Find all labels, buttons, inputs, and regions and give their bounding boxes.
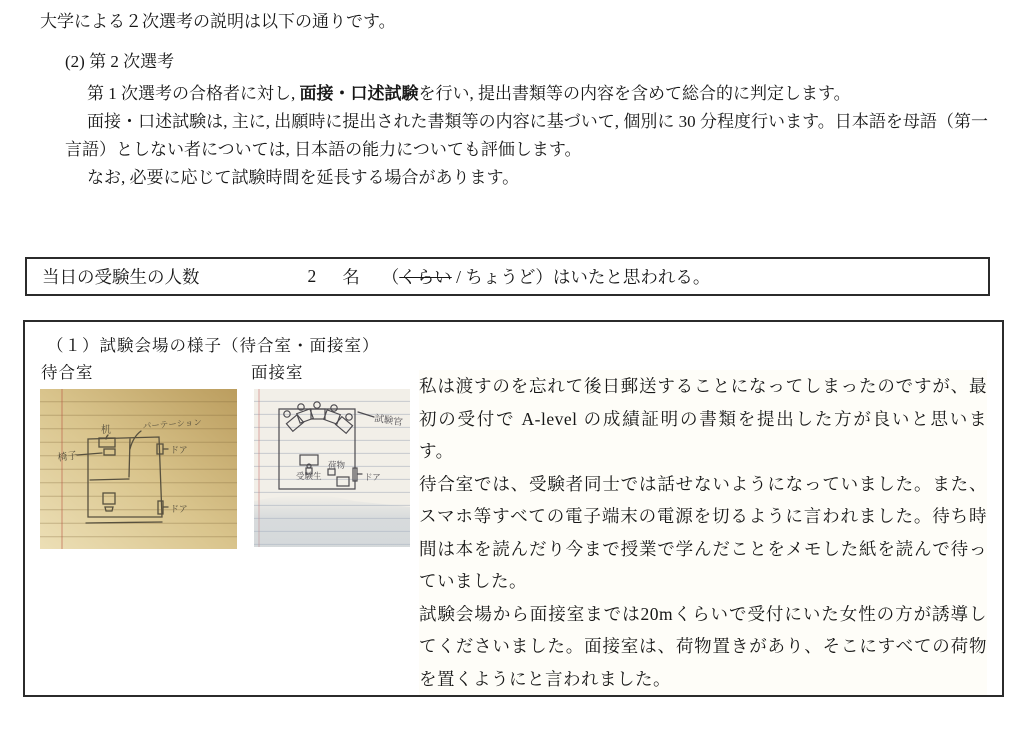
partition-label: パーテーション (142, 416, 203, 431)
luggage-label: 荷物 (328, 460, 346, 470)
door-top-label: ドア (170, 445, 188, 455)
paren-close: ） (535, 267, 553, 287)
report-paragraph-interview-room: 試験会場から面接室までは20mくらいで受付にいた女性の方が誘導してくださいました。面接室は、荷物置きがあり、そこにすべての荷物を置くようにと言われました。 (419, 603, 987, 689)
selection-description (40, 8, 988, 192)
paragraph-judgement (65, 80, 988, 108)
paren-open: （ (381, 267, 400, 287)
interview-room-sketch-photo (254, 389, 410, 547)
report-paragraph-waiting-room: 待合室では、受験者同士では話せないようになっていました。また、スマホ等すべての電子端末の電源を切るように言われました。待ち時間は本を読んだり今まで授業で学んだことをメモした紙を読んで待っていました。 (419, 473, 987, 591)
count-options (382, 264, 553, 289)
paragraph-judgement-post: を行い, 提出書類等の内容を含めて総合的に判定します。 (418, 84, 851, 103)
interview-room-label: 面接室 (251, 363, 304, 382)
waiting-paper-rules (40, 389, 237, 549)
door-bottom-label: ドア (170, 504, 188, 514)
examiners-label: 試験官 (373, 414, 404, 429)
count-tail: はいたと思われる。 (552, 267, 711, 287)
venue-report-text (419, 370, 987, 695)
count-counter: 名 (342, 267, 360, 287)
paragraph-judgement-bold: 面接・口述試験 (299, 84, 419, 103)
venue-heading: （１）試験会場の様子（待合室・面接室） (47, 336, 380, 355)
count-number: 2 (307, 266, 317, 286)
examinee-label: 受験生 (296, 471, 322, 481)
venue-report-box (23, 320, 1004, 697)
chair-label: 椅子 (56, 450, 79, 464)
paragraph-interview-detail: 面接・口述試験は, 主に, 出願時に提出された書類等の内容に基づいて, 個別に 30 分程度行います。日本語を母語（第一言語）としない者については, 日本語の能力についても評価します。 (65, 112, 988, 159)
paragraph-extension-note: なお, 必要に応じて試験時間を延長する場合があります。 (87, 168, 520, 187)
section-heading: (2) 第 2 次選考 (65, 52, 175, 71)
option-choudo: ちょうど (465, 267, 536, 287)
waiting-room-label: 待合室 (41, 363, 94, 382)
report-paragraph-alevel: 私は渡すのを忘れて後日郵送することになってしまったのですが、最初の受付で A-level の成績証明の書類を提出した方が良いと思います。 (419, 376, 987, 461)
option-slash: / (451, 267, 466, 287)
count-label: 当日の受験生の人数 (42, 267, 200, 287)
intro-line: 大学による２次選考の説明は以下の通りです。 (40, 12, 396, 31)
waiting-room-sketch-photo (40, 389, 237, 549)
paragraph-judgement-pre: 第 1 次選考の合格者に対し, (87, 84, 300, 103)
interview-door-label: ドア (364, 472, 381, 482)
option-kurai-struck: くらい (399, 267, 452, 287)
examinee-count-box (25, 257, 990, 296)
desk-label: 机 (101, 425, 111, 436)
